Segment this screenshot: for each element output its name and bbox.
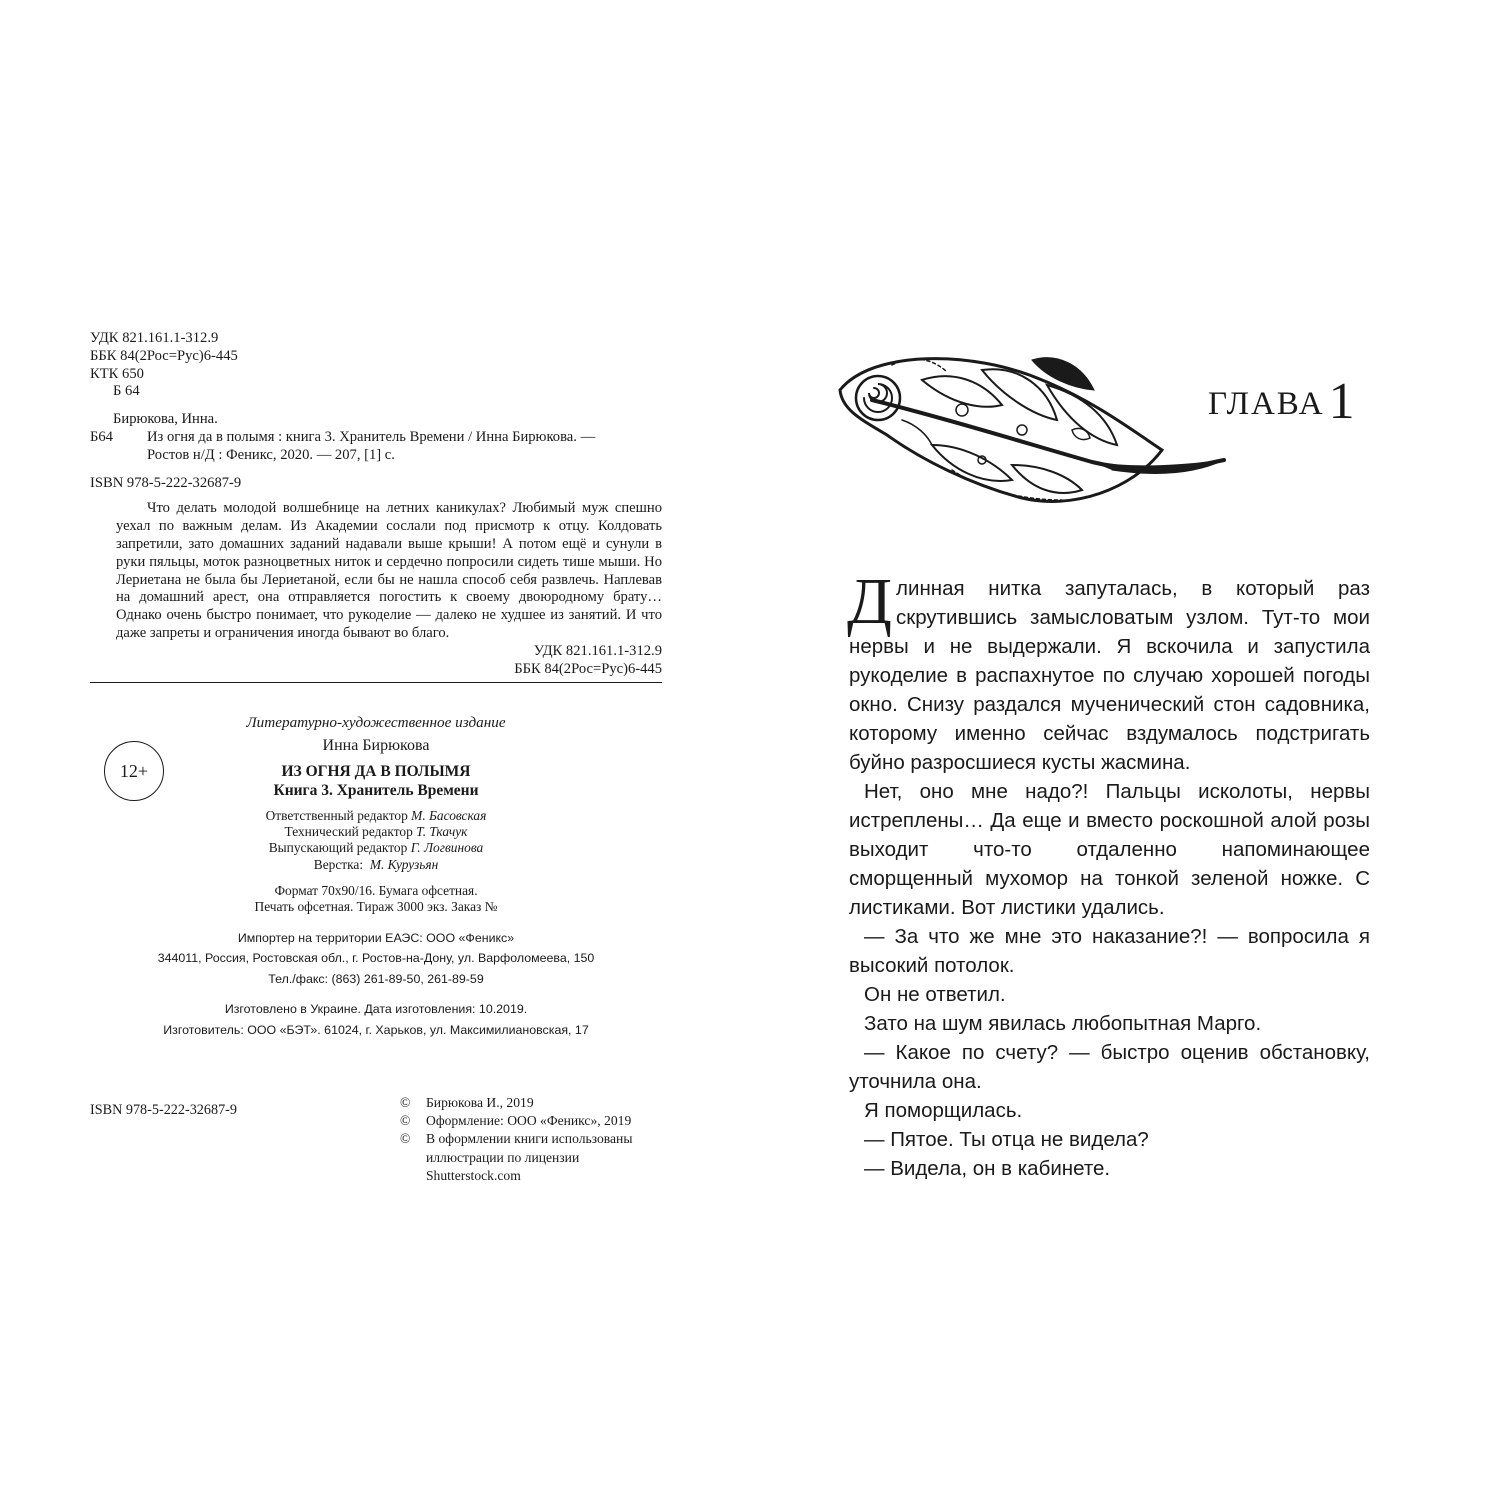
book-title: ИЗ ОГНЯ ДА В ПОЛЫМЯ bbox=[281, 763, 471, 780]
chapter-heading bbox=[1208, 372, 1357, 431]
copyright-row: © В оформлении книги использованы иллюстрации по лицензии Shutterstock.com bbox=[400, 1131, 633, 1183]
staff-list bbox=[90, 808, 662, 873]
paragraph: — Пятое. Ты отца не видела? bbox=[864, 1128, 1149, 1151]
bbk-code: ББК 84(2Рос=Рус)6-445 bbox=[90, 347, 238, 364]
cutter-number: Б 64 bbox=[113, 383, 140, 400]
annotation-text: Что делать молодой волшебнице на летних каникулах? Любимый муж спешно уехал по важным делам. Из Академии сослали под присмотр к отцу. Колдовать запретили, зато домашних заданий надавали выше крыши! А потом ещё и сунули в руки пяльцы, моток разноцветных ниток и сердечно попросили сидеть тише мыши. Но Лериетана не была бы Лериетаной, если бы не нашла способ себя развлечь. Наплевав на домашний арест, она отправляется погостить к своему двоюродному брату… Однако очень быстро понимает, что рукоделие — далеко не худшее из занятий. И что даже запреты и ограничения иногда бывают во благо. bbox=[116, 500, 662, 641]
phone: Тел./факс: (863) 261-89-50, 261-89-59 bbox=[268, 971, 484, 986]
staff-row: Технический редактор Т. Ткачук bbox=[284, 824, 468, 840]
staff-row: Ответственный редактор М. Басовская bbox=[265, 808, 487, 823]
isbn-top: ISBN 978-5-222-32687-9 bbox=[90, 474, 242, 491]
drop-cap: Д bbox=[847, 565, 893, 638]
bbk-right: ББК 84(2Рос=Рус)6-445 bbox=[514, 660, 662, 677]
staff-row: Верстка: М. Курузьян bbox=[313, 856, 439, 872]
book-subtitle: Книга 3. Хранитель Времени bbox=[273, 781, 479, 799]
udk-right: УДК 821.161.1-312.9 bbox=[533, 642, 662, 659]
chapter-text bbox=[847, 565, 1370, 1183]
format-info: Формат 70х90/16. Бумага офсетная. bbox=[274, 882, 478, 898]
bib-line-1: Из огня да в полымя : книга 3. Хранитель Времени / Инна Бирюкова. — bbox=[147, 428, 596, 445]
author-heading: Бирюкова, Инна. bbox=[113, 411, 218, 428]
ktk-code: КТК 650 bbox=[90, 365, 144, 382]
chapter-number: 1 bbox=[1328, 373, 1357, 430]
paragraph: — За что же мне это наказание?! — вопросила я высокий потолок. bbox=[849, 925, 1370, 977]
paragraph: Он не ответил. bbox=[864, 983, 1006, 1006]
copyright-block bbox=[400, 1094, 646, 1185]
paragraph: — Видела, он в кабинете. bbox=[864, 1157, 1111, 1180]
paragraph: Нет, оно мне надо?! Пальцы исколоты, нервы истреплены… Да еще и вместо роскошной алой розы выходит что-то отдаленно напоминающее сморщенный мухомор на тонкой зеленой ножке. С листиками. Вот листики удались. bbox=[849, 780, 1370, 919]
imprint-block bbox=[90, 714, 662, 1040]
annotation bbox=[90, 500, 662, 642]
bib-record bbox=[90, 429, 662, 447]
copyright-row: © Оформление: ООО «Феникс», 2019 bbox=[400, 1113, 632, 1129]
manufacturer: Изготовитель: ООО «БЭТ». 61024, г. Харьков, ул. Максимилиановская, 17 bbox=[163, 1022, 589, 1037]
paragraph: Я поморщилась. bbox=[864, 1099, 1023, 1122]
author-name: Инна Бирюкова bbox=[322, 736, 430, 754]
chapter-label: ГЛАВА bbox=[1208, 386, 1325, 422]
print-info: Печать офсетная. Тираж 3000 экз. Заказ № bbox=[254, 899, 498, 915]
importer-address: 344011, Россия, Ростовская обл., г. Ростов-на-Дону, ул. Варфоломеева, 150 bbox=[157, 951, 595, 966]
staff-row: Выпускающий редактор Г. Логвинова bbox=[268, 840, 484, 856]
udk-code: УДК 821.161.1-312.9 bbox=[90, 330, 219, 346]
edition-type: Литературно-художественное издание bbox=[246, 714, 506, 731]
copyright-row: © Бирюкова И., 2019 bbox=[400, 1095, 534, 1110]
age-rating-badge: 12+ bbox=[104, 741, 164, 801]
cutter-short: Б64 bbox=[90, 428, 113, 445]
paragraph: — Какое по счету? — быстро оценив обстановку, уточнила она. bbox=[849, 1041, 1370, 1093]
made-in: Изготовлено в Украине. Дата изготовления: 10.2019. bbox=[224, 1002, 528, 1017]
bib-line-2: Ростов н/Д : Феникс, 2020. — 207, [1] с. bbox=[147, 446, 395, 463]
paragraph: Длинная нитка запуталась, в который раз скрутившись замысловатым узлом. Тут-то мои нервы и не выдержали. Я вскочила и запустила рукоделие в распахнутое по случаю хорошей погоды окно. Снизу раздался мученический стон садовника, которому именно сейчас вздумалось подстригать буйно разросшиеся кусты жасмина. bbox=[847, 565, 1370, 774]
catalog-block bbox=[90, 330, 662, 683]
importer: Импортер на территории ЕАЭС: ООО «Феникс» bbox=[237, 930, 515, 945]
isbn-bottom: ISBN 978-5-222-32687-9 bbox=[90, 1102, 237, 1118]
divider-line bbox=[90, 682, 662, 683]
feather-ornament-icon bbox=[832, 350, 1228, 515]
paragraph: Зато на шум явилась любопытная Марго. bbox=[864, 1012, 1262, 1035]
